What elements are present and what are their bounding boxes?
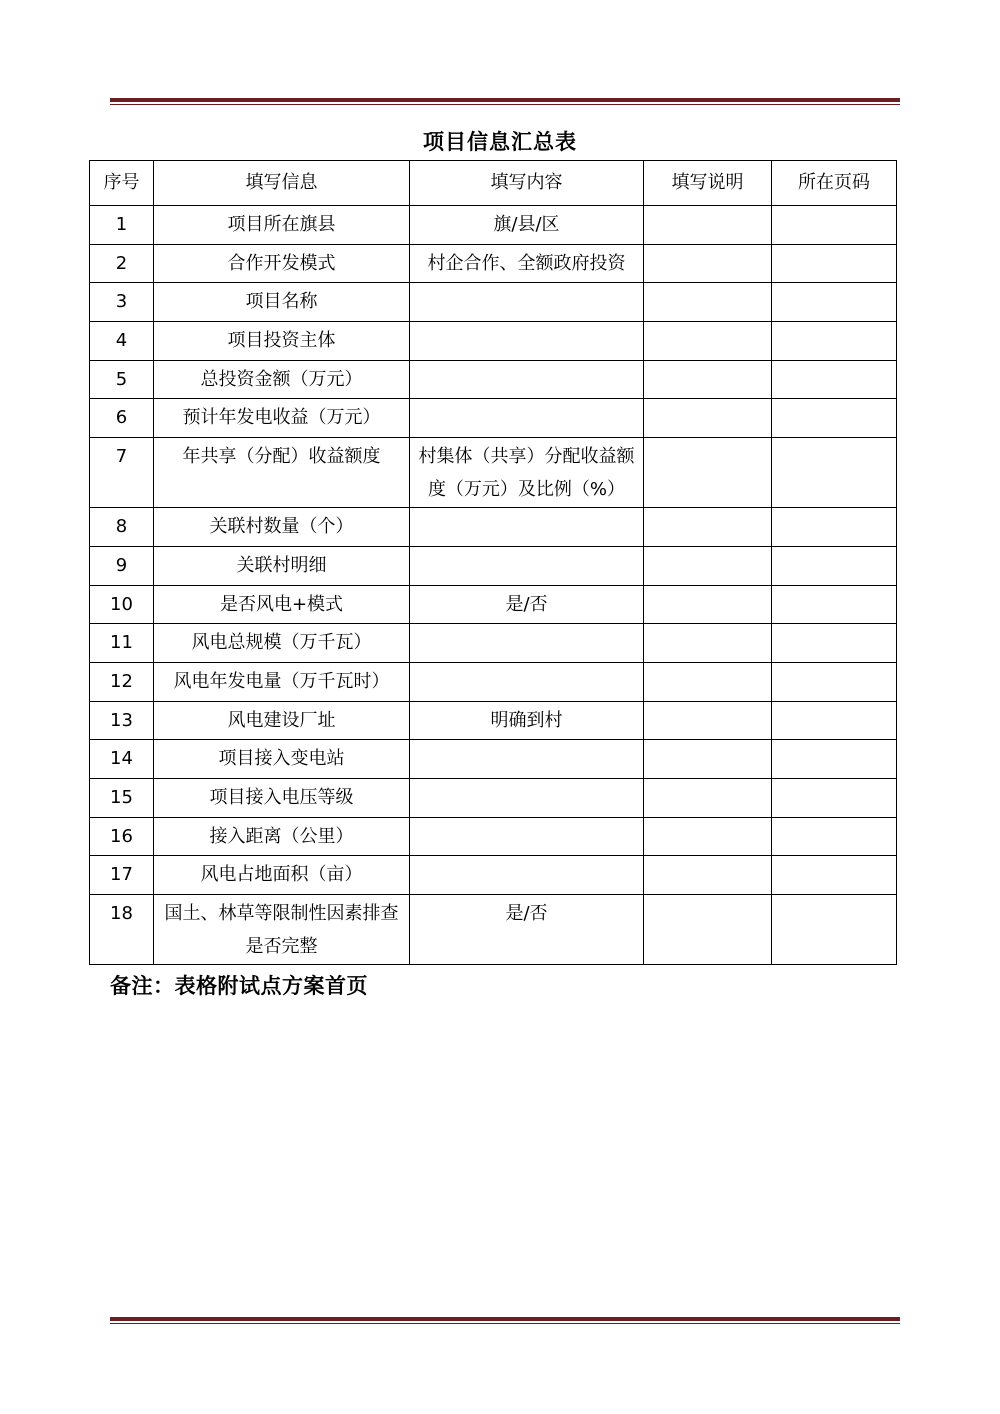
row-fill-content [410,546,644,585]
row-page-number [772,662,897,701]
row-fill-info: 国土、林草等限制性因素排查是否完整 [154,895,410,965]
row-fill-description [644,438,772,508]
row-serial-number: 4 [90,322,154,361]
table-row [90,817,897,856]
row-page-number [772,585,897,624]
page-title: 项目信息汇总表 [423,130,577,154]
row-fill-info: 风电总规模（万千瓦） [154,624,410,663]
row-serial-number: 1 [90,206,154,245]
row-fill-description [644,740,772,779]
row-fill-info: 是否风电+模式 [154,585,410,624]
row-page-number [772,624,897,663]
row-fill-description [644,856,772,895]
row-fill-info: 项目投资主体 [154,322,410,361]
header-rule [110,98,900,105]
table-row [90,508,897,547]
table-row [90,206,897,245]
row-serial-number: 7 [90,438,154,508]
table-body [90,206,897,965]
project-info-table [89,160,897,965]
row-fill-info: 项目接入电压等级 [154,778,410,817]
row-serial-number: 3 [90,283,154,322]
row-page-number [772,895,897,965]
row-serial-number: 8 [90,508,154,547]
row-fill-info: 风电年发电量（万千瓦时） [154,662,410,701]
row-fill-content [410,360,644,399]
row-fill-info: 风电建设厂址 [154,701,410,740]
remark-note: 备注：表格附试点方案首页 [110,974,368,998]
row-fill-content [410,856,644,895]
row-serial-number: 14 [90,740,154,779]
row-fill-content: 旗/县/区 [410,206,644,245]
header-serial-number: 序号 [90,161,154,206]
row-fill-description [644,662,772,701]
row-fill-info: 合作开发模式 [154,244,410,283]
row-fill-info: 年共享（分配）收益额度 [154,438,410,508]
row-serial-number: 9 [90,546,154,585]
row-fill-description [644,585,772,624]
row-fill-content: 明确到村 [410,701,644,740]
table-row [90,399,897,438]
row-fill-content [410,778,644,817]
row-serial-number: 13 [90,701,154,740]
row-fill-description [644,546,772,585]
row-serial-number: 12 [90,662,154,701]
row-fill-description [644,283,772,322]
row-page-number [772,546,897,585]
row-fill-description [644,701,772,740]
table-row [90,740,897,779]
row-page-number [772,817,897,856]
table-header-row [90,161,897,206]
row-fill-content: 是/否 [410,585,644,624]
row-page-number [772,778,897,817]
row-fill-info: 预计年发电收益（万元） [154,399,410,438]
row-fill-description [644,895,772,965]
row-fill-content [410,740,644,779]
row-fill-description [644,508,772,547]
row-page-number [772,701,897,740]
row-fill-info: 项目所在旗县 [154,206,410,245]
header-fill-info: 填写信息 [154,161,410,206]
row-fill-description [644,624,772,663]
row-fill-description [644,322,772,361]
row-fill-content: 村企合作、全额政府投资 [410,244,644,283]
row-fill-description [644,244,772,283]
row-serial-number: 16 [90,817,154,856]
row-serial-number: 15 [90,778,154,817]
row-fill-content [410,508,644,547]
table-row [90,585,897,624]
row-fill-info: 关联村明细 [154,546,410,585]
row-fill-description [644,817,772,856]
table-row [90,624,897,663]
row-fill-content [410,662,644,701]
row-fill-content: 是/否 [410,895,644,965]
footer-rule [110,1317,900,1324]
table-row [90,856,897,895]
table-row [90,662,897,701]
row-fill-content: 村集体（共享）分配收益额度（万元）及比例（%） [410,438,644,508]
table-row [90,438,897,508]
row-fill-info: 项目名称 [154,283,410,322]
table-row [90,546,897,585]
row-fill-description [644,399,772,438]
row-fill-description [644,206,772,245]
row-fill-content [410,283,644,322]
row-serial-number: 11 [90,624,154,663]
row-fill-info: 关联村数量（个） [154,508,410,547]
table-row [90,895,897,965]
row-serial-number: 5 [90,360,154,399]
header-fill-content: 填写内容 [410,161,644,206]
row-page-number [772,206,897,245]
row-fill-description [644,360,772,399]
table-row [90,778,897,817]
row-page-number [772,244,897,283]
row-fill-description [644,778,772,817]
table-row [90,283,897,322]
row-page-number [772,283,897,322]
row-page-number [772,322,897,361]
table-row [90,360,897,399]
table-row [90,244,897,283]
header-fill-description: 填写说明 [644,161,772,206]
row-serial-number: 17 [90,856,154,895]
row-serial-number: 18 [90,895,154,965]
row-page-number [772,360,897,399]
row-fill-content [410,399,644,438]
row-page-number [772,740,897,779]
row-fill-info: 项目接入变电站 [154,740,410,779]
row-fill-info: 总投资金额（万元） [154,360,410,399]
row-serial-number: 6 [90,399,154,438]
row-page-number [772,399,897,438]
header-page-number: 所在页码 [772,161,897,206]
row-page-number [772,438,897,508]
row-page-number [772,856,897,895]
row-serial-number: 2 [90,244,154,283]
row-fill-content [410,817,644,856]
table-row [90,322,897,361]
row-serial-number: 10 [90,585,154,624]
row-fill-content [410,624,644,663]
row-fill-info: 接入距离（公里） [154,817,410,856]
row-fill-content [410,322,644,361]
row-page-number [772,508,897,547]
table-row [90,701,897,740]
row-fill-info: 风电占地面积（亩） [154,856,410,895]
